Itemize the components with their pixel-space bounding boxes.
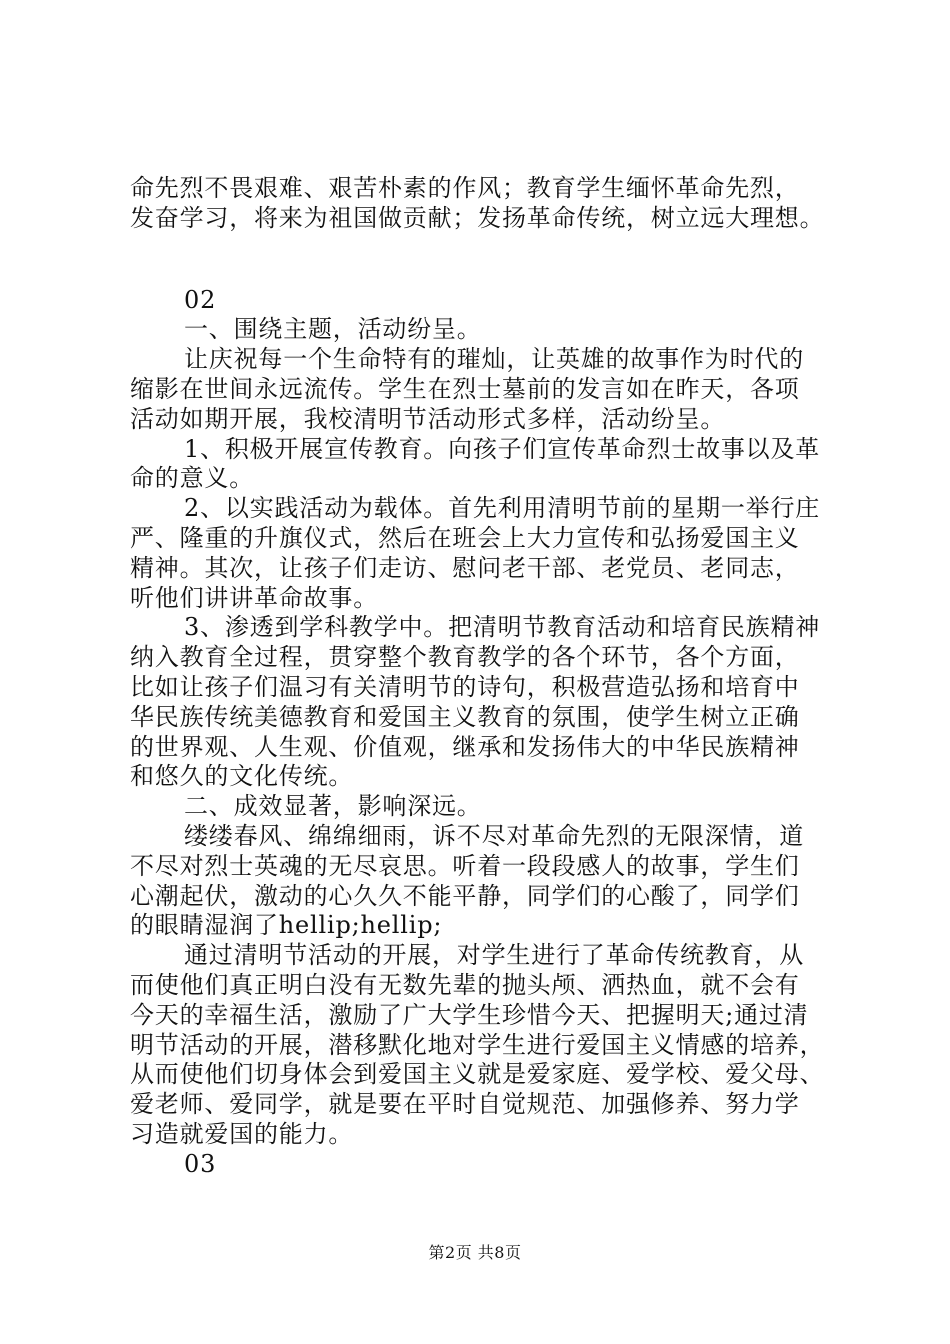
text-line: 今天的幸福生活，激励了广大学生珍惜今天、把握明天;通过清: [130, 1000, 809, 1029]
paragraph-gap: [130, 234, 860, 286]
text-line: 1、积极开展宣传教育。向孩子们宣传革命烈士故事以及革: [184, 434, 821, 463]
paragraph: [130, 494, 860, 613]
text-line: 的眼睛湿润了hellip;hellip;: [130, 911, 443, 940]
text-line: 让庆祝每一个生命特有的璀灿，让英雄的故事作为时代的: [184, 345, 804, 374]
text-line: 的世界观、人生观、价值观，继承和发扬伟大的中华民族精神: [130, 732, 800, 761]
text-line: 和悠久的文化传统。: [130, 762, 354, 791]
text-line: 华民族传统美德教育和爱国主义教育的氛围，使学生树立正确: [130, 702, 800, 731]
text-line: 2、以实践活动为载体。首先利用清明节前的星期一举行庄: [184, 494, 821, 523]
paragraph: [130, 174, 860, 234]
text-line: 而使他们真正明白没有无数先辈的抛头颅、洒热血，就不会有: [130, 970, 800, 999]
text-line: 听他们讲讲革命故事。: [130, 583, 378, 612]
text-line: 从而使他们切身体会到爱国主义就是爱家庭、爱学校、爱父母、: [130, 1060, 825, 1089]
text-line: 明节活动的开展，潜移默化地对学生进行爱国主义情感的培养，: [130, 1030, 825, 1059]
text-line: 缩影在世间永远流传。学生在烈士墓前的发言如在昨天，各项: [130, 374, 800, 403]
text-line: 习造就爱国的能力。: [130, 1119, 354, 1148]
text-line: 爱老师、爱同学，就是要在平时自觉规范、加强修养、努力学: [130, 1090, 800, 1119]
text-line: 二、成效显著，影响深远。: [184, 792, 482, 821]
paragraph: [130, 792, 860, 822]
text-line: 一、围绕主题，活动纷呈。: [184, 315, 482, 344]
paragraph: [130, 345, 860, 434]
text-line: 02: [184, 285, 217, 314]
paragraph: [130, 315, 860, 345]
text-line: 比如让孩子们温习有关清明节的诗句，积极营造弘扬和培育中: [130, 672, 800, 701]
text-line: 命的意义。: [130, 464, 254, 493]
text-line: 通过清明节活动的开展，对学生进行了革命传统教育，从: [184, 941, 804, 970]
text-line: 03: [184, 1149, 217, 1178]
paragraph: [130, 1150, 860, 1180]
text-line: 严、隆重的升旗仪式，然后在班会上大力宣传和弘扬爱国主义: [130, 523, 800, 552]
text-line: 发奋学习，将来为祖国做贡献；发扬革命传统，树立远大理想。: [130, 203, 825, 232]
paragraph: [130, 286, 860, 316]
text-line: 纳入教育全过程，贯穿整个教育教学的各个环节，各个方面，: [130, 643, 800, 672]
paragraph: [130, 435, 860, 495]
text-line: 不尽对烈士英魂的无尽哀思。听着一段段感人的故事，学生们: [130, 851, 800, 880]
page-footer: 第2页 共8页: [428, 1243, 522, 1262]
paragraph: [130, 822, 860, 941]
text-line: 3、渗透到学科教学中。把清明节教育活动和培育民族精神: [184, 613, 821, 642]
text-line: 精神。其次，让孩子们走访、慰问老干部、老党员、老同志，: [130, 553, 800, 582]
text-line: 命先烈不畏艰难、艰苦朴素的作风；教育学生缅怀革命先烈，: [130, 174, 800, 202]
paragraph: [130, 613, 860, 792]
document-body: [130, 174, 860, 1180]
text-line: 缕缕春风、绵绵细雨，诉不尽对革命先烈的无限深情，道: [184, 821, 804, 850]
text-line: 心潮起伏，激动的心久久不能平静，同学们的心酸了，同学们: [130, 881, 800, 910]
text-line: 活动如期开展，我校清明节活动形式多样，活动纷呈。: [130, 404, 726, 433]
paragraph: [130, 941, 860, 1150]
